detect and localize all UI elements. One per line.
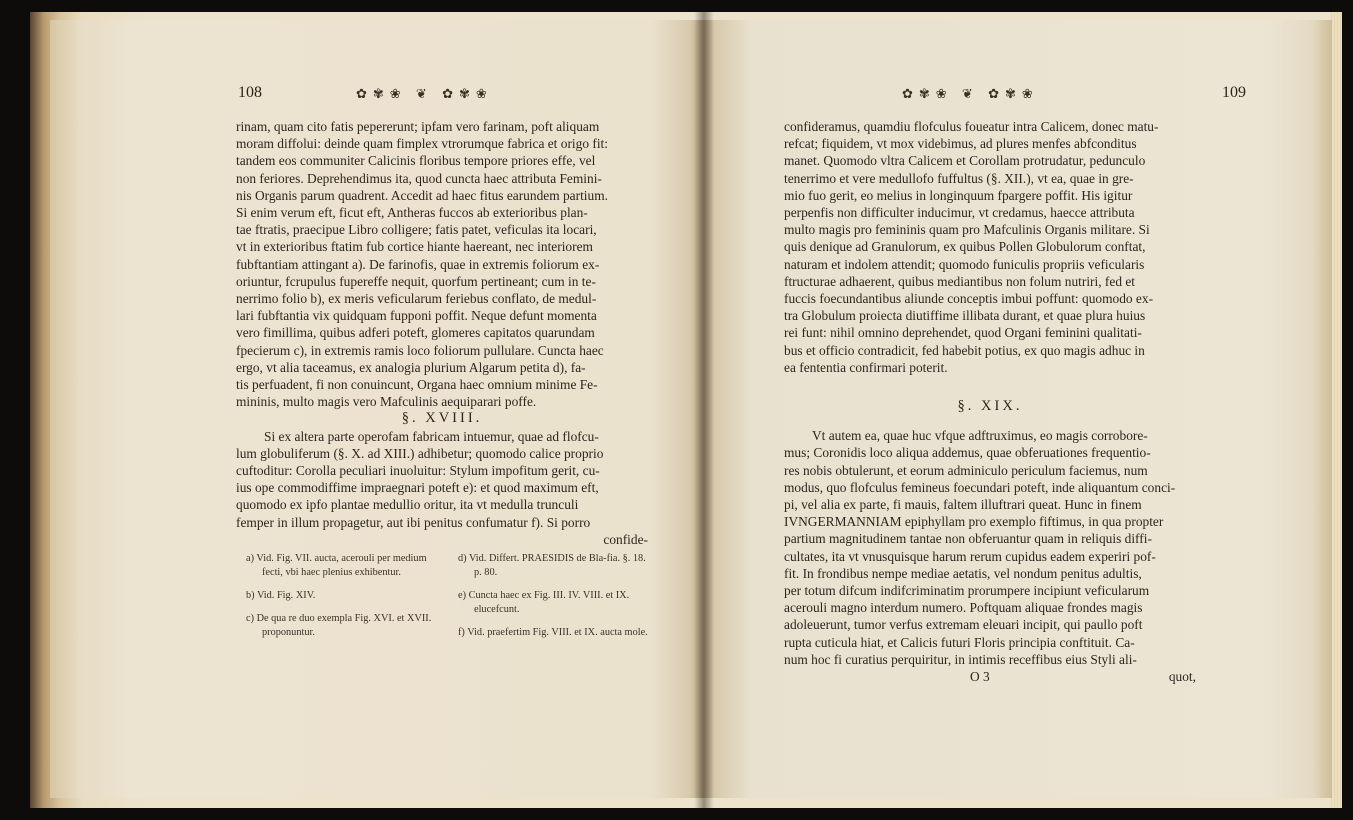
text-line: femper in illum propagetur, aut ibi penitus confumatur f). Si porro	[236, 514, 591, 530]
left-page-number: 108	[238, 84, 262, 101]
text-line: fubftantiam attingant a). De farinofis, quae in extremis foliorum ex-	[236, 256, 600, 272]
text-line: mus; Coronidis loco aliqua addemus, quae obferuationes frequentio-	[784, 445, 1151, 461]
text-line: multo magis pro femininis quam pro Mafculinis Organis militare. Si	[784, 222, 1150, 238]
text-line: refcat; fiquidem, vt mox videbimus, ad plures menfes abfconditus	[784, 136, 1137, 152]
text-line: rei funt: nihil omnino deprehendet, quod Organi feminini qualitati-	[784, 325, 1142, 341]
footnote: c) De qua re duo exempla Fig. XVI. et XVII. proponuntur.	[246, 613, 432, 638]
text-line: moram diffolui: deinde quam fimplex vtrorumque fabrica et origo fit:	[236, 136, 608, 152]
section-heading: §. XIX.	[957, 398, 1023, 415]
text-line: num hoc fi curatius perquiritur, in intimis receffibus eius Styli ali-	[784, 651, 1137, 667]
left-page-body	[236, 118, 648, 548]
catchword: confide-	[603, 531, 648, 547]
text-line: IVNGERMANNIAM epiphyllam pro exemplo fiftimus, in qua propter	[784, 514, 1164, 530]
text-line: Vt autem ea, quae huc vfque adftruximus, eo magis corrobore-	[812, 428, 1148, 444]
text-line: fit. In frondibus nempe mediae aetatis, vel nondum penitus adultis,	[784, 565, 1142, 581]
text-line: ea fententia confirmari poterit.	[784, 359, 948, 375]
text-line: mininis, multo magis vero Mafculinis aequiparari poffe.	[236, 394, 537, 410]
text-line: tis perfuadent, fi non conuincunt, Organa haec omnium minime Fe-	[236, 377, 598, 393]
text-line: modus, quo flofculus femineus foecundari poteft, inde aliquantum conci-	[784, 479, 1176, 495]
text-line: tra Globulum proiecta diutiffime illibata durant, et quae plura huius	[784, 308, 1146, 324]
footnote: b) Vid. Fig. XIV.	[246, 590, 316, 601]
text-line: bus et officio contradicit, fed habebit potius, ex quo magis adhuc in	[784, 342, 1145, 358]
footnotes-left-column	[246, 552, 442, 649]
open-book	[30, 12, 1342, 808]
right-page-number: 109	[1222, 84, 1246, 101]
text-line: lum globuliferum (§. X. ad XIII.) adhibetur; quomodo calice proprio	[236, 445, 604, 461]
text-line: tae ftratis, praecipue Libro colligere; fatis patet, veficulas ita locari,	[236, 222, 597, 238]
text-line: rupta cuticula hiat, et Calicis futuri Floris principia conftituit. Ca-	[784, 634, 1135, 650]
text-line: vero fimillima, quibus adferi poteft, glomeres capitatos quarundam	[236, 325, 595, 341]
text-line: mio fuo gerit, eo melius in longinquum fpargere poffit. His igitur	[784, 187, 1133, 203]
footnote: a) Vid. Fig. VII. aucta, acerouli per medium fecti, vbi haec plenius exhibentur.	[246, 553, 427, 578]
text-line: fpecierum c), in extremis ramis loco foliorum pullulare. Cuncta haec	[236, 342, 604, 358]
text-line: non feriores. Deprehendimus ita, quod cuncta haec attributa Femini-	[236, 170, 602, 186]
text-line: Si enim verum eft, ficut eft, Antheras fuccos ab exterioribus plan-	[236, 205, 588, 221]
text-line: nerrimo folio b), ex meris veficularum feriebus conflato, de medul-	[236, 291, 597, 307]
page-footer-line	[784, 668, 1196, 686]
ornament-icon: ✿✾❀ ❦ ✿✾❀	[356, 86, 493, 101]
text-line: nis Organis parum quadrent. Accedit ad haec fitus earundem partium.	[236, 187, 608, 203]
section-heading: §. XVIII.	[401, 410, 483, 427]
left-page	[50, 20, 702, 798]
right-page-header	[782, 84, 1246, 110]
catchword: quot,	[1168, 669, 1196, 685]
text-line: per totum difcum indifcriminatim prorumpere incipiunt veficularum	[784, 583, 1150, 599]
footnote: d) Vid. Differt. PRAESIDIS de Bla-fia. §. 18. p. 80.	[458, 553, 646, 578]
text-line: naturam et indolem attendit; quomodo funiculis propriis veficularis	[784, 256, 1145, 272]
book-gutter	[694, 12, 714, 808]
right-page	[702, 20, 1332, 798]
text-line: perpenfis non difficulter inducimur, vt credamus, haecce attributa	[784, 205, 1135, 221]
text-line: tandem eos communiter Calicinis floribus tempore priores effe, vel	[236, 153, 596, 169]
text-line: quis denique ad Granulorum, ex quibus Pollen Globulorum conftat,	[784, 239, 1146, 255]
text-line: acerouli magno interdum numero. Poftquam aliquae frondes magis	[784, 600, 1143, 616]
text-line: manet. Quomodo vltra Calicem et Corollam protrudatur, pedunculo	[784, 153, 1146, 169]
text-line: quomodo ex ipfo plantae medullio oritur, ita vt medulla trunculi	[236, 497, 579, 513]
text-line: cuftoditur: Corolla peculiari inuoluitur: Stylum impofitum gerit, cu-	[236, 463, 600, 479]
text-line: rinam, quam cito fatis pepererunt; ipfam vero farinam, poft aliquam	[236, 119, 600, 134]
text-line: tenerrimo et vere medullofo fuffultus (§. XII.), vt ea, quae in gre-	[784, 170, 1134, 186]
left-page-header	[238, 84, 698, 110]
text-line: confideramus, quamdiu flofculus foueatur intra Calicem, donec matu-	[784, 119, 1159, 134]
footnote: f) Vid. praefertim Fig. VIII. et IX. aucta mole.	[458, 627, 648, 638]
text-line: lari fubftantia vix quidquam fupponi poffit. Neque defunt momenta	[236, 308, 597, 324]
text-line: ergo, vt alia taceamus, ex analogia plurium Algarum petita d), fa-	[236, 359, 586, 375]
text-line: adoleuerunt, tumor verfus extremam eleuari incipit, qui paullo poft	[784, 617, 1143, 633]
text-line: ius ope commodiffime impraegnari poteft e): et quod maximum eft,	[236, 480, 599, 496]
text-line: pi, vel alia ex parte, fi mauis, faltem illuftrari queat. Hunc in finem	[784, 497, 1142, 513]
text-line: Si ex altera parte operofam fabricam intuemur, quae ad flofcu-	[264, 428, 599, 444]
text-line: res nobis obtulerunt, et eorum adminiculo periculum faciemus, num	[784, 462, 1148, 478]
footnote: e) Cuncta haec ex Fig. III. IV. VIII. et IX. elucefcunt.	[458, 590, 630, 615]
text-line: vt in exterioribus ftatim fub cortice hiante haereant, nec interiorem	[236, 239, 593, 255]
text-line: partium magnitudinem tantae non obferuantur quam in reliquis diffi-	[784, 531, 1152, 547]
text-line: oriuntur, fcrupulus fupereffe nequit, quorfum pertineant; cum in te-	[236, 273, 596, 289]
right-page-body	[784, 118, 1196, 686]
footnotes-right-column	[458, 552, 652, 649]
ornament-icon: ✿✾❀ ❦ ✿✾❀	[902, 86, 1039, 101]
text-line: ftructurae adhaerent, quibus mediantibus non folum nutriri, fed et	[784, 273, 1136, 289]
signature-mark: O 3	[970, 669, 990, 685]
text-line: cultates, ita vt vnusquisque harum rerum cupidus eadem experiri pof-	[784, 548, 1156, 564]
text-line: fuccis foecundantibus aliunde conceptis imbui poffunt: quomodo ex-	[784, 291, 1154, 307]
